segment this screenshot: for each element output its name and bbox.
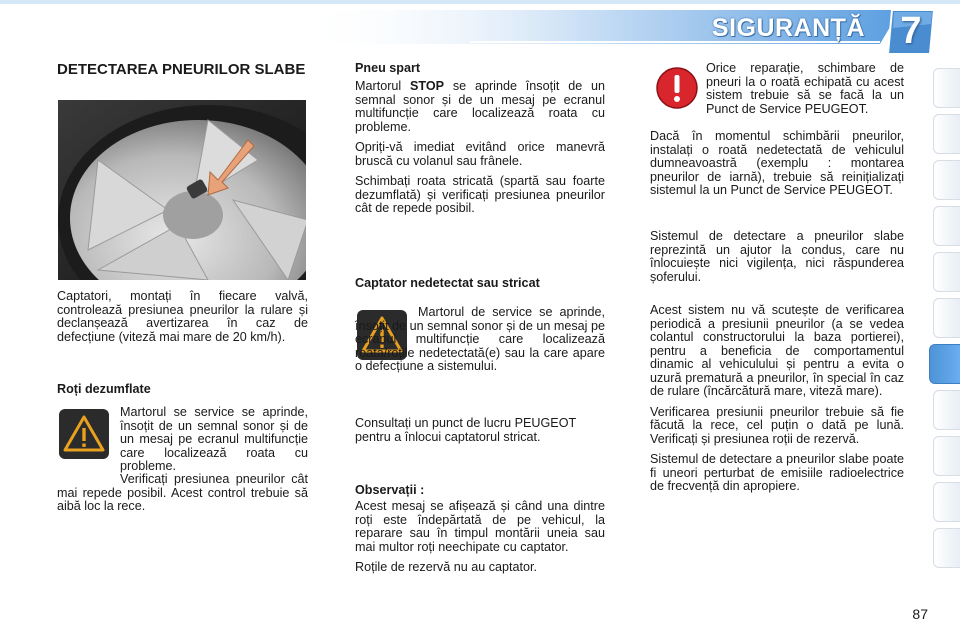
- paragraph: Acest mesaj se afișează și când una dintre roți este îndepărtată de pe vehicul, la reparare sau în timpul montării uneia sau mai multor roți neechipate cu captator.: [355, 499, 605, 554]
- paragraph: Schimbați roata stricată (spartă sau foarte dezumflată) și verificați presiunea pneurilor cât de repede posibil.: [355, 174, 605, 215]
- stop-label: STOP: [410, 79, 445, 93]
- wheel-valve-photo: [58, 100, 306, 280]
- chapter-tab[interactable]: [933, 482, 960, 522]
- chapter-tab[interactable]: [933, 252, 960, 292]
- paragraph: Opriți-vă imediat evitând orice manevră bruscă cu volanul sau frânele.: [355, 140, 605, 168]
- stop-note: Orice reparație, schimbare de pneuri la o roată echipată cu acest sistem trebuie să se facă la un Punct de Service PEUGEOT.: [706, 61, 904, 116]
- chapter-number: 7: [900, 10, 922, 52]
- chapter-tab[interactable]: [933, 528, 960, 568]
- paragraph: Sistemul de detectare a pneurilor slabe poate fi uneori perturbat de emisiile radioelectrice de frecvență din apropiere.: [650, 452, 904, 493]
- check-pressure-text: Verificați presiunea pneurilor cât mai repede posibil. Acest control trebuie să aibă loc la rece.: [57, 472, 308, 513]
- chapter-tab[interactable]: [933, 68, 960, 108]
- chapter-tab[interactable]: [933, 160, 960, 200]
- paragraph: Consultați un punct de lucru PEUGEOT pentru a înlocui captatorul stricat.: [355, 416, 576, 444]
- paragraph: Sistemul de detectare a pneurilor slabe reprezintă un ajutor la condus, care nu înlocuiește nici vigilența, nici răspunderea șoferului.: [650, 229, 904, 284]
- chapter-tab-active[interactable]: [929, 344, 960, 384]
- chapter-title: SIGURANȚĂ: [711, 14, 865, 42]
- chapter-tab[interactable]: [933, 206, 960, 246]
- section-heading: DETECTAREA PNEURILOR SLABE: [57, 61, 306, 78]
- service-warning-icon: [58, 408, 110, 460]
- warning-description: Martorul se service se aprinde, însoțit de un semnal sonor și de un mesaj pe ecranul multifuncție care localizează roata cu probleme.: [120, 405, 308, 473]
- paragraph: Acest sistem nu vă scutește de verificarea periodică a presiunii pneurilor (a se vedea colantul constructorului la baza portierei), pentru a beneficia de comportamentul dinamic al vehiculului și pentru a evita o uzură prematură a pneurilor, în special în caz de rulare (încărcătură mare, viteză mare).: [650, 303, 904, 398]
- warning-description: Martorul de service se aprinde, însoțit de un semnal sonor și de un mesaj pe ecranul multifuncție care localizează roata/roțile nedetectată(e) sau la care apare o defecțiune a sistemului.: [355, 305, 605, 373]
- sub-heading: Observații :: [355, 483, 425, 497]
- stop-warning-icon: [655, 66, 699, 110]
- paragraph: Verificarea presiunii pneurilor trebuie să fie făcută la rece, cel puțin o dată pe lună. Verificați și presiunea roții de rezervă.: [650, 404, 904, 446]
- stop-paragraph: Martorul STOP se aprinde însoțit de un semnal sonor și de un mesaj pe ecranul multifuncție care localizează roata cu probleme.: [355, 79, 606, 134]
- chapter-tabs: [934, 68, 960, 578]
- paragraph: Roțile de rezervă nu au captator.: [355, 560, 538, 574]
- chapter-tab[interactable]: [933, 298, 960, 338]
- chapter-tab[interactable]: [933, 436, 960, 476]
- chapter-tab[interactable]: [933, 114, 960, 154]
- paragraph: Dacă în momentul schimbării pneurilor, instalați o roată nedetectată de vehiculul dumneavoastră (exemplu : montarea pneurilor de iarnă), trebuie să reinițializați sistemul la un Punct de Service PEUGEOT.: [650, 129, 904, 197]
- page-number: 87: [912, 606, 928, 622]
- chapter-tab[interactable]: [933, 390, 960, 430]
- sub-heading: Roți dezumflate: [57, 382, 151, 396]
- sub-heading: Pneu spart: [355, 61, 421, 75]
- photo-caption: Captatori, montați în fiecare valvă, controlează presiunea pneurilor la rulare și declanșează avertizarea în caz de defecțiune (viteză mai mare de 20 km/h).: [57, 289, 308, 344]
- sub-heading: Captator nedetectat sau stricat: [355, 276, 540, 290]
